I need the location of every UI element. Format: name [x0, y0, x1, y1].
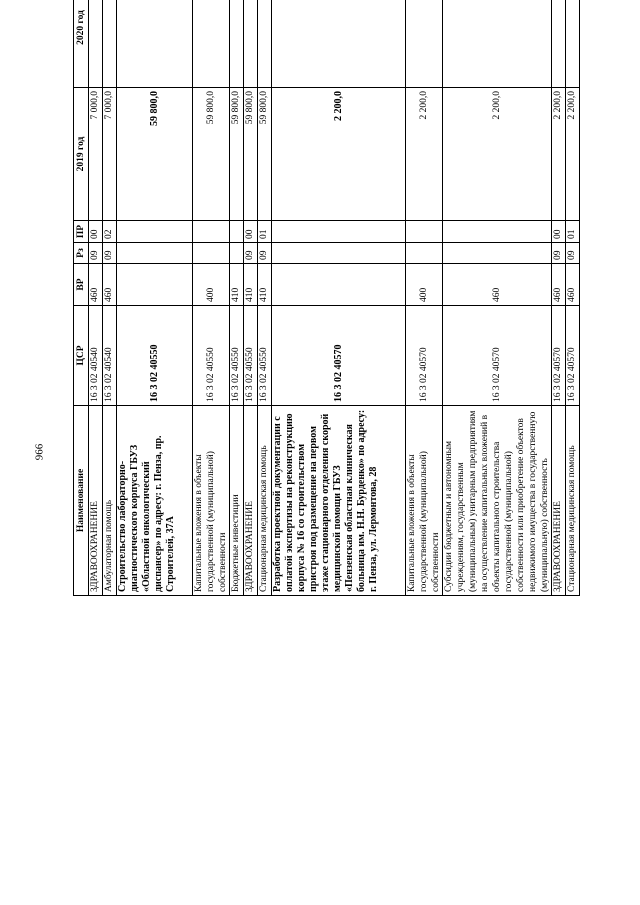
cell-vr: 410 [258, 264, 272, 306]
cell-y2019: 7 000,0 [103, 88, 117, 221]
cell-pr: 00 [552, 221, 566, 243]
cell-y2019: 2 200,0 [566, 88, 580, 221]
cell-name: Субсидии бюджетным и автономным учреждениям, государственным (муниципальным) унитарным предприятиям на осуществление капитальных вложений в объекты капитального строительства государственной (муниципальной) собственности или приобретение объектов недвижимого имущества в государственную (муниципальную) собственность [443, 406, 552, 596]
cell-y2020 [244, 0, 258, 88]
cell-y2020 [89, 0, 103, 88]
cell-pr: 02 [103, 221, 117, 243]
cell-pr: 01 [566, 221, 580, 243]
table-row [443, 0, 552, 596]
cell-vr [272, 264, 406, 306]
cell-rz: 09 [89, 243, 103, 264]
table-row [566, 0, 580, 596]
cell-csr: 16 3 02 40570 [443, 306, 552, 406]
cell-vr: 460 [89, 264, 103, 306]
cell-y2019: 7 000,0 [89, 88, 103, 221]
cell-pr: 00 [89, 221, 103, 243]
table-header-row [74, 0, 89, 596]
header-2020: 2020 год [74, 0, 89, 88]
header-rz: Рз [74, 243, 89, 264]
cell-y2019: 59 800,0 [117, 88, 193, 221]
cell-y2019: 59 800,0 [230, 88, 244, 221]
rotated-table-container [73, 0, 593, 596]
cell-pr [443, 221, 552, 243]
cell-name: Капитальные вложения в объекты государственной (муниципальной) собственности [406, 406, 443, 596]
header-csr: ЦСР [74, 306, 89, 406]
cell-pr: 01 [258, 221, 272, 243]
cell-y2019: 2 200,0 [272, 88, 406, 221]
cell-rz: 09 [103, 243, 117, 264]
cell-vr: 410 [244, 264, 258, 306]
cell-y2019: 2 200,0 [443, 88, 552, 221]
cell-csr: 16 3 02 40550 [193, 306, 230, 406]
cell-rz: 09 [258, 243, 272, 264]
cell-rz: 09 [244, 243, 258, 264]
budget-table [73, 0, 580, 596]
cell-csr: 16 3 02 40550 [244, 306, 258, 406]
header-2019: 2019 год [74, 88, 89, 221]
cell-rz [230, 243, 244, 264]
cell-y2020 [443, 0, 552, 88]
table-row [230, 0, 244, 596]
cell-name: Стационарная медицинская помощь [566, 406, 580, 596]
cell-y2020 [406, 0, 443, 88]
cell-y2020 [193, 0, 230, 88]
cell-y2019: 59 800,0 [258, 88, 272, 221]
cell-name: Бюджетные инвестиции [230, 406, 244, 596]
cell-name: Разработка проектной документации с оплатой экспертизы на реконструкцию корпуса № 16 со строительством пристроя под размещение на первом этаже стационарного отделения скорой медицинской помощи ГБУЗ «Пензенская областная клиническая больница им. Н.Н. Бурденко» по адресу: г. Пенза, ул. Лермонтова, 28 [272, 406, 406, 596]
cell-pr: 00 [244, 221, 258, 243]
cell-pr [272, 221, 406, 243]
cell-y2020 [103, 0, 117, 88]
cell-csr: 16 3 02 40570 [406, 306, 443, 406]
cell-vr: 460 [103, 264, 117, 306]
cell-csr: 16 3 02 40570 [552, 306, 566, 406]
cell-name: Строительство лабораторно-диагностического корпуса ГБУЗ «Областной онкологический диспансер» по адресу: г. Пенза, пр. Строителей, 37А [117, 406, 193, 596]
cell-csr: 16 3 02 40550 [258, 306, 272, 406]
header-vr: ВР [74, 264, 89, 306]
cell-pr [230, 221, 244, 243]
cell-y2019: 59 800,0 [244, 88, 258, 221]
table-row [258, 0, 272, 596]
cell-name: ЗДРАВООХРАНЕНИЕ [552, 406, 566, 596]
cell-csr: 16 3 02 40540 [89, 306, 103, 406]
table-row [193, 0, 230, 596]
cell-y2020 [230, 0, 244, 88]
cell-pr [193, 221, 230, 243]
table-row [552, 0, 566, 596]
table-row [272, 0, 406, 596]
cell-rz [117, 243, 193, 264]
table-row [117, 0, 193, 596]
cell-vr: 460 [552, 264, 566, 306]
cell-csr: 16 3 02 40570 [566, 306, 580, 406]
page-number: 966 [33, 443, 45, 461]
cell-rz [272, 243, 406, 264]
cell-y2020 [117, 0, 193, 88]
cell-rz: 09 [566, 243, 580, 264]
cell-vr: 400 [193, 264, 230, 306]
cell-csr: 16 3 02 40550 [230, 306, 244, 406]
header-pr: ПР [74, 221, 89, 243]
table-row [89, 0, 103, 596]
cell-vr: 460 [443, 264, 552, 306]
cell-csr: 16 3 02 40570 [272, 306, 406, 406]
cell-y2020 [258, 0, 272, 88]
cell-name: Амбулаторная помощь [103, 406, 117, 596]
table-body [89, 0, 580, 596]
table-row [244, 0, 258, 596]
cell-csr: 16 3 02 40540 [103, 306, 117, 406]
cell-csr: 16 3 02 40550 [117, 306, 193, 406]
cell-name: Капитальные вложения в объекты государственной (муниципальной) собственности [193, 406, 230, 596]
cell-y2019: 59 800,0 [193, 88, 230, 221]
cell-y2020 [566, 0, 580, 88]
header-name: Наименование [74, 406, 89, 596]
cell-name: ЗДРАВООХРАНЕНИЕ [244, 406, 258, 596]
cell-rz [406, 243, 443, 264]
table-row [103, 0, 117, 596]
cell-name: Стационарная медицинская помощь [258, 406, 272, 596]
cell-vr [117, 264, 193, 306]
cell-vr: 460 [566, 264, 580, 306]
cell-pr [406, 221, 443, 243]
cell-vr: 400 [406, 264, 443, 306]
cell-rz: 09 [552, 243, 566, 264]
cell-y2020 [552, 0, 566, 88]
cell-pr [117, 221, 193, 243]
cell-name: ЗДРАВООХРАНЕНИЕ [89, 406, 103, 596]
cell-rz [443, 243, 552, 264]
cell-y2020 [272, 0, 406, 88]
table-frame [73, 10, 593, 824]
cell-y2019: 2 200,0 [406, 88, 443, 221]
cell-vr: 410 [230, 264, 244, 306]
cell-y2019: 2 200,0 [552, 88, 566, 221]
table-row [406, 0, 443, 596]
cell-rz [193, 243, 230, 264]
